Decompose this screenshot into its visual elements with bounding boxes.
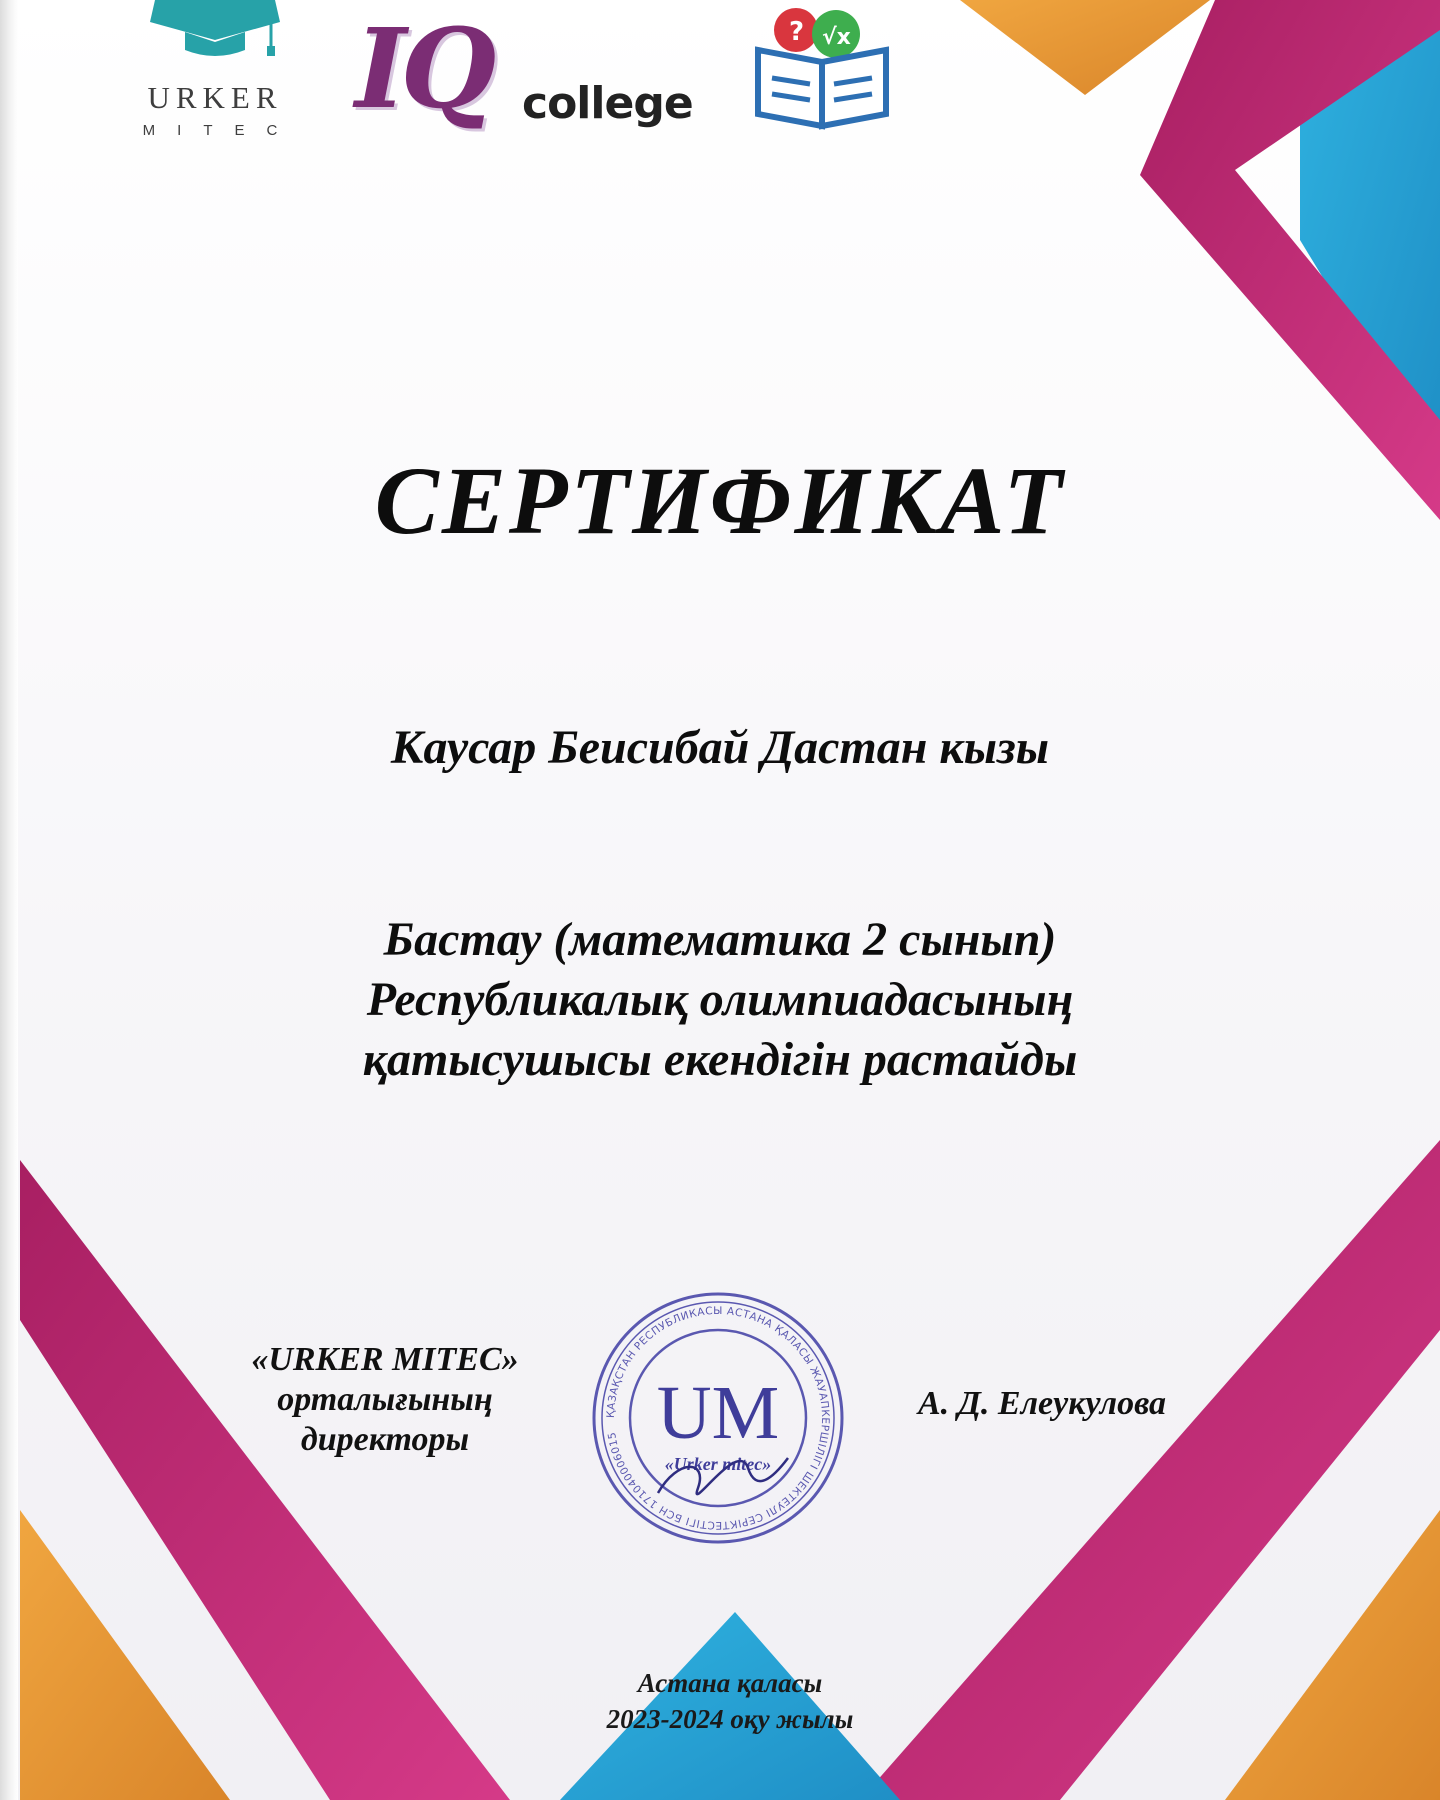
iq-college-logo <box>355 0 715 150</box>
book-logo <box>740 0 910 140</box>
urker-mitec-logo <box>115 0 315 150</box>
footer-city: Астана қаласы <box>637 1668 823 1698</box>
recipient-name: Каусар Беисибай Дастан кызы <box>390 721 1050 774</box>
svg-text:√x: √x <box>822 25 851 50</box>
book-with-math-bubbles-icon <box>740 0 910 140</box>
svg-text:?: ? <box>789 17 805 47</box>
graduation-cap-icon <box>135 0 295 70</box>
stamp-caption: «Urker mitec» <box>664 1454 772 1474</box>
top-orange-triangle <box>960 0 1210 95</box>
director-line: «URKER MITEC» <box>251 1341 519 1378</box>
mitec-wordmark: MITEC <box>142 122 300 139</box>
official-stamp <box>588 1288 848 1548</box>
director-line: орталығының <box>277 1381 493 1418</box>
certificate-title: СЕРТИФИКАТ <box>374 447 1066 554</box>
footer-year: 2023-2024 оқу жылы <box>606 1704 854 1734</box>
stamp-monogram: UM <box>656 1371 780 1455</box>
body-line: Бастау (математика 2 сынып) <box>383 913 1057 966</box>
director-line: директоры <box>300 1421 470 1458</box>
iq-mark: IQ <box>355 4 491 133</box>
footer <box>560 1665 900 1737</box>
urker-wordmark: URKER <box>147 80 283 115</box>
college-wordmark: college <box>522 78 693 129</box>
body-line: Республикалық олимпиадасының <box>366 973 1074 1026</box>
certificate-body <box>200 910 1240 1090</box>
signer-name: А. Д. Елеукулова <box>918 1385 1167 1422</box>
director-title <box>215 1340 555 1460</box>
body-line: қатысушысы екендігін растайды <box>362 1033 1078 1086</box>
stamp-ring-text: ҚАЗАҚСТАН РЕСПУБЛИКАСЫ АСТАНА ҚАЛАСЫ ЖАУАПКЕРШІЛІГІ ШЕКТЕУЛІ СЕРІКТЕСТІГІ БСН 171040006015 <box>604 1304 832 1532</box>
